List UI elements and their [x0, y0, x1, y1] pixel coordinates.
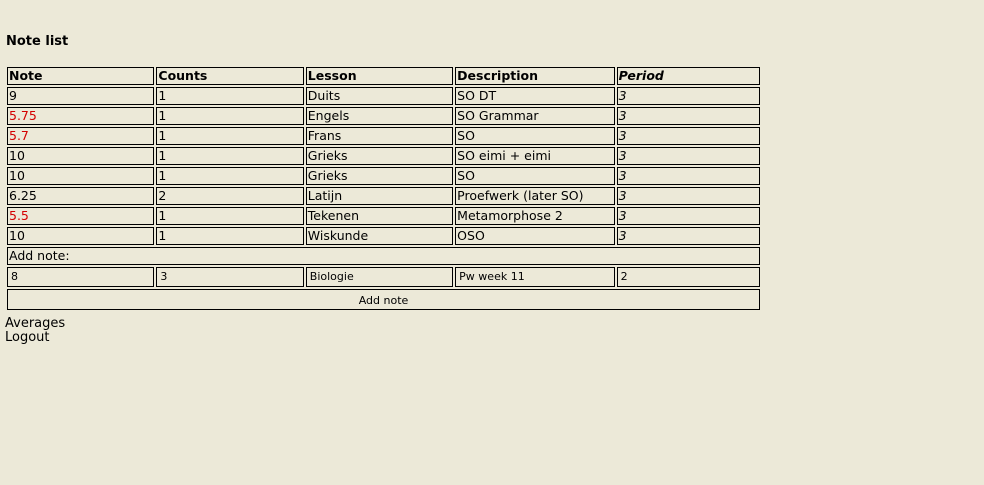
description-cell: SO [455, 127, 614, 145]
period-cell: 3 [617, 147, 760, 165]
note-cell: 5.5 [7, 207, 154, 225]
footer-links [5, 317, 65, 345]
add-note-label-row [7, 247, 760, 265]
period-cell: 3 [617, 87, 760, 105]
period-cell: 3 [617, 207, 760, 225]
column-header-counts: Counts [156, 67, 303, 85]
description-input[interactable] [457, 268, 612, 286]
logout-link[interactable]: Logout [5, 330, 50, 345]
add-note-button-row [7, 289, 760, 310]
table-row [7, 87, 760, 105]
note-cell: 10 [7, 167, 154, 185]
note-cell: 10 [7, 147, 154, 165]
period-cell: 3 [617, 127, 760, 145]
table-row [7, 207, 760, 225]
description-cell: Metamorphose 2 [455, 207, 614, 225]
note-cell: 10 [7, 227, 154, 245]
period-input[interactable] [619, 268, 758, 286]
counts-cell: 1 [156, 167, 303, 185]
counts-cell: 1 [156, 127, 303, 145]
description-cell: Proefwerk (later SO) [455, 187, 614, 205]
lesson-cell: Engels [306, 107, 453, 125]
note-cell: 5.7 [7, 127, 154, 145]
description-cell: SO [455, 167, 614, 185]
description-cell: SO eimi + eimi [455, 147, 614, 165]
period-cell: 3 [617, 167, 760, 185]
description-cell: SO DT [455, 87, 614, 105]
column-header-description: Description [455, 67, 614, 85]
table-header-row [7, 67, 760, 85]
table-row [7, 147, 760, 165]
description-cell: OSO [455, 227, 614, 245]
counts-input[interactable] [158, 268, 301, 286]
lesson-cell: Grieks [306, 147, 453, 165]
counts-input-cell [156, 267, 303, 287]
description-cell: SO Grammar [455, 107, 614, 125]
add-note-form-row [7, 267, 760, 287]
lesson-cell: Grieks [306, 167, 453, 185]
lesson-cell: Latijn [306, 187, 453, 205]
lesson-cell: Frans [306, 127, 453, 145]
column-header-lesson: Lesson [306, 67, 453, 85]
note-input[interactable] [9, 268, 152, 286]
column-header-period: Period [617, 67, 760, 85]
counts-cell: 1 [156, 227, 303, 245]
table-row [7, 127, 760, 145]
lesson-cell: Wiskunde [306, 227, 453, 245]
lesson-cell: Duits [306, 87, 453, 105]
note-cell: 5.75 [7, 107, 154, 125]
lesson-cell: Tekenen [306, 207, 453, 225]
note-input-cell [7, 267, 154, 287]
note-cell: 6.25 [7, 187, 154, 205]
add-note-button-cell [7, 289, 760, 310]
lesson-select-cell [306, 267, 453, 287]
table-row [7, 187, 760, 205]
description-input-cell [455, 267, 614, 287]
table-row [7, 107, 760, 125]
counts-cell: 2 [156, 187, 303, 205]
counts-cell: 1 [156, 107, 303, 125]
table-row [7, 227, 760, 245]
counts-cell: 1 [156, 207, 303, 225]
lesson-select[interactable] [308, 268, 451, 286]
note-list-table [5, 65, 762, 312]
counts-cell: 1 [156, 87, 303, 105]
add-note-button[interactable]: Add note [9, 290, 758, 309]
period-cell: 3 [617, 187, 760, 205]
add-note-label: Add note: [7, 247, 760, 265]
period-cell: 3 [617, 227, 760, 245]
averages-link[interactable]: Averages [5, 316, 66, 331]
period-cell: 3 [617, 107, 760, 125]
column-header-note: Note [7, 67, 154, 85]
note-cell: 9 [7, 87, 154, 105]
counts-cell: 1 [156, 147, 303, 165]
period-input-cell [617, 267, 760, 287]
table-row [7, 167, 760, 185]
page-title: Note list [6, 34, 69, 49]
